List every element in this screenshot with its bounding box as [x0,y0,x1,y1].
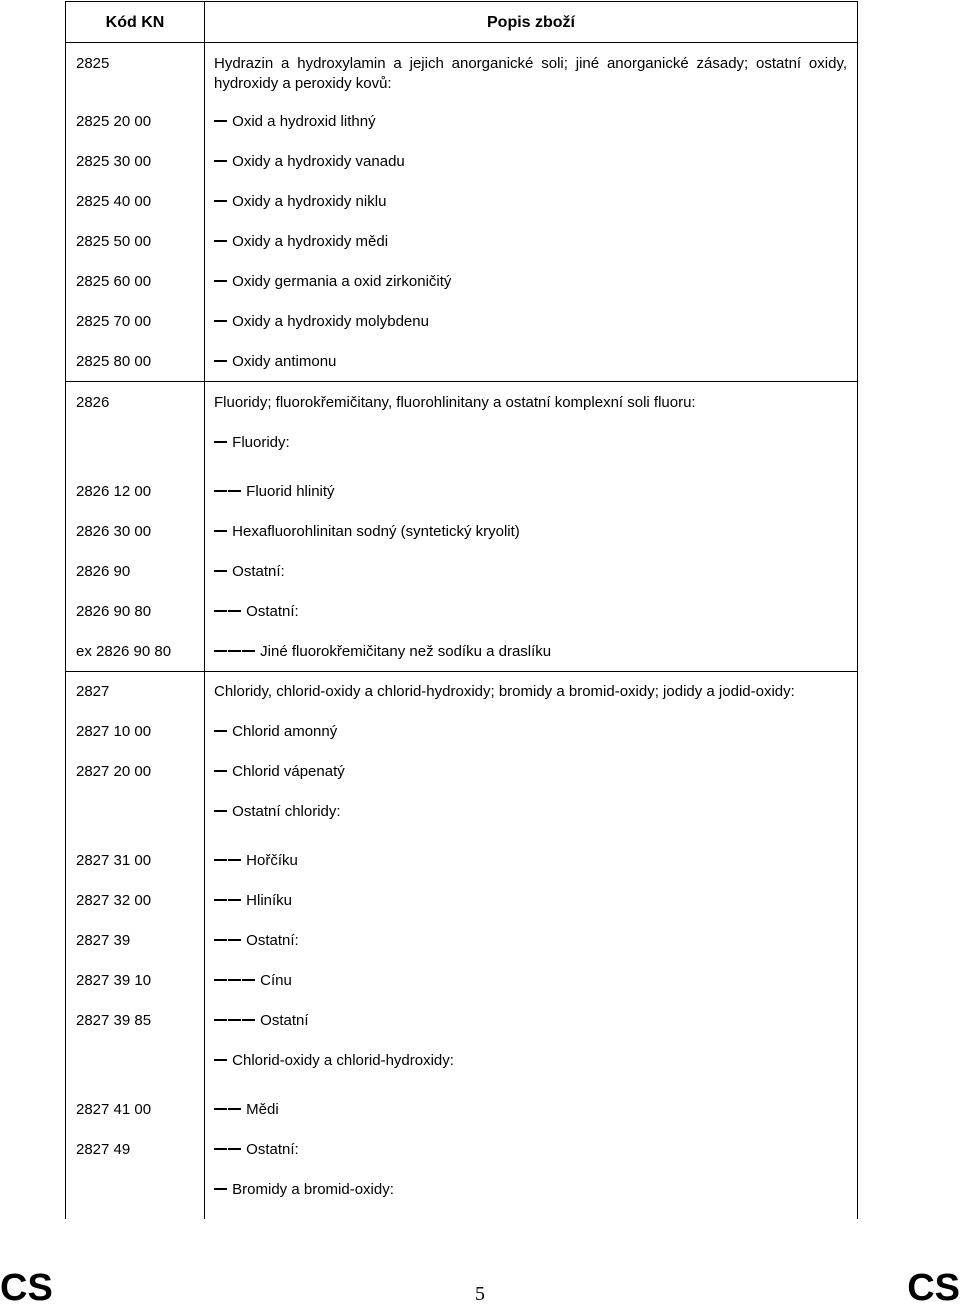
row-description-text: Oxidy a hydroxidy niklu [232,193,387,210]
indent-dash [228,610,241,612]
indent-dash [214,939,227,941]
row-description [214,232,847,252]
indent-dash [214,770,227,772]
indent-dash [214,120,227,122]
row-description [214,482,847,502]
indent-dash [228,1019,241,1021]
row-description [214,54,847,94]
indent-dash [214,899,227,901]
indent-dash [228,1108,241,1110]
row-description-text: Ostatní: [232,563,285,580]
row-description [214,1180,847,1200]
row-code: 2827 39 [76,932,131,949]
row-description [214,562,847,582]
indent-dash [214,360,227,362]
row-description [214,112,847,132]
row-description-text: Mědi [246,1101,279,1118]
row-description-text: Oxidy a hydroxidy vanadu [232,153,405,170]
row-description-text: Hliníku [246,892,293,909]
row-description-text: Oxidy a hydroxidy mědi [232,233,389,250]
row-description-text: Oxidy antimonu [232,353,337,370]
footer-language-right: CS [907,1267,960,1309]
row-description [214,393,847,413]
indent-dash [214,610,227,612]
row-description-text: Fluorid hlinitý [246,483,335,500]
indent-dash [214,570,227,572]
row-description [214,272,847,292]
row-code: 2827 32 00 [76,892,152,909]
row-code: 2827 20 00 [76,763,152,780]
indent-dash [228,899,241,901]
row-description-text: Ostatní: [246,932,299,949]
row-description [214,851,847,871]
indent-dash [214,1059,227,1061]
row-description-text: Jiné fluorokřemičitany než sodíku a draslíku [260,643,552,660]
row-code: 2826 [76,394,110,411]
section-divider-2826 [66,381,857,382]
row-description-text: Fluoridy: [232,434,290,451]
row-code: 2825 60 00 [76,273,152,290]
page-number: 5 [475,1283,485,1305]
row-description-text: Hydrazin a hydroxylamin a jejich anorganické soli; jiné anorganické zásady; ostatní oxidy, hydroxidy a peroxidy kovů: [214,55,847,92]
indent-dash [214,1188,227,1190]
indent-dash [214,859,227,861]
row-description [214,642,847,662]
indent-dash [214,979,227,981]
row-code: 2825 80 00 [76,353,152,370]
row-description [214,1140,847,1160]
row-description [214,192,847,212]
row-description-text: Ostatní chloridy: [232,803,341,820]
row-description [214,971,847,991]
row-code: 2827 39 85 [76,1012,152,1029]
indent-dash [214,441,227,443]
row-description [214,722,847,742]
row-description-text: Fluoridy; fluorokřemičitany, fluorohlinitany a ostatní komplexní soli fluoru: [214,394,696,411]
row-description-text: Oxidy a hydroxidy molybdenu [232,313,429,330]
indent-dash [214,530,227,532]
row-description [214,891,847,911]
row-code: 2825 50 00 [76,233,152,250]
section-divider-2827 [66,671,857,672]
indent-dash [214,490,227,492]
indent-dash [228,939,241,941]
row-code: 2826 90 [76,563,131,580]
row-description-text: Chloridy, chlorid-oxidy a chlorid-hydroxidy; bromidy a bromid-oxidy; jodidy a jodid-oxidy: [214,683,795,700]
row-code: 2826 12 00 [76,483,152,500]
row-code: 2825 [76,55,110,72]
indent-dash [214,1108,227,1110]
row-code: 2827 39 10 [76,972,152,989]
row-description-text: Cínu [260,972,292,989]
row-description-text: Ostatní [260,1012,309,1029]
row-code: 2825 70 00 [76,313,152,330]
footer-language-left: CS [0,1267,53,1309]
row-description [214,1100,847,1120]
row-description-text: Chlorid amonný [232,723,338,740]
row-description [214,602,847,622]
indent-dash [228,859,241,861]
row-code: 2827 [76,683,110,700]
row-description-text: Chlorid-oxidy a chlorid-hydroxidy: [232,1052,454,1069]
row-description [214,312,847,332]
row-description-text: Oxid a hydroxid lithný [232,113,376,130]
indent-dash [214,280,227,282]
row-description-text: Oxidy germania a oxid zirkoničitý [232,273,452,290]
row-code: 2826 30 00 [76,523,152,540]
indent-dash [228,979,241,981]
indent-dash [228,1148,241,1150]
row-description [214,152,847,172]
row-description [214,522,847,542]
row-description-text: Hořčíku [246,852,298,869]
row-description-text: Chlorid vápenatý [232,763,345,780]
indent-dash [214,200,227,202]
indent-dash [228,650,241,652]
indent-dash [214,1019,227,1021]
row-code: 2827 41 00 [76,1101,152,1118]
row-code: 2826 90 80 [76,603,152,620]
row-description [214,352,847,372]
column-divider [204,2,205,1219]
row-description-text: Bromidy a bromid-oxidy: [232,1181,394,1198]
row-description [214,682,847,702]
row-description [214,1011,847,1031]
row-code: 2825 30 00 [76,153,152,170]
row-description-text: Ostatní: [246,603,299,620]
row-description-text: Hexafluorohlinitan sodný (syntetický kryolit) [232,523,520,540]
row-description [214,433,847,453]
row-code: 2827 10 00 [76,723,152,740]
indent-dash [214,730,227,732]
row-code: 2827 49 [76,1141,131,1158]
row-description [214,762,847,782]
row-code: ex 2826 90 80 [76,643,172,660]
indent-dash [214,160,227,162]
header-description: Popis zboží [487,14,575,31]
row-code: 2825 40 00 [76,193,152,210]
row-description [214,1051,847,1071]
indent-dash [214,650,227,652]
indent-dash [214,320,227,322]
indent-dash [214,240,227,242]
row-code: 2825 20 00 [76,113,152,130]
tariff-table [65,1,858,1219]
row-code: 2827 31 00 [76,852,152,869]
indent-dash [214,810,227,812]
header-code: Kód KN [105,14,165,31]
row-description [214,931,847,951]
header-divider [66,42,857,43]
indent-dash [214,1148,227,1150]
row-description-text: Ostatní: [246,1141,299,1158]
indent-dash [242,1019,255,1021]
indent-dash [242,979,255,981]
row-description [214,802,847,822]
indent-dash [242,650,255,652]
indent-dash [228,490,241,492]
